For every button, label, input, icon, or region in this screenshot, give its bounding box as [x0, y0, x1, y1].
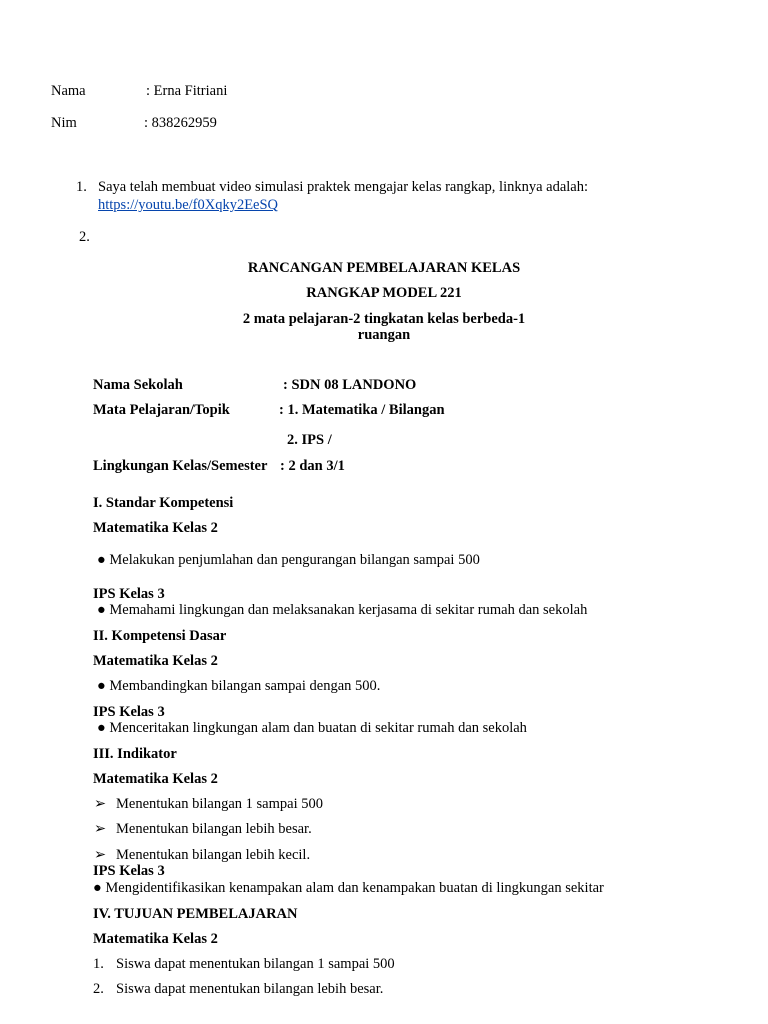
tujuan-math-heading: Matematika Kelas 2 — [93, 931, 218, 947]
title-line-3: 2 mata pelajaran-2 tingkatan kelas berbeda-1 — [242, 311, 526, 327]
indikator-math-item: Menentukan bilangan lebih kecil. — [116, 847, 311, 863]
class-value: : 2 dan 3/1 — [280, 458, 345, 474]
title-line-2: RANGKAP MODEL 221 — [306, 285, 462, 301]
arrow-bullet-icon: ➢ — [94, 796, 107, 812]
standar-math-heading: Matematika Kelas 2 — [93, 520, 218, 536]
subject-value-1: : 1. Matematika / Bilangan — [279, 402, 445, 418]
tujuan-item-number: 1. — [93, 956, 104, 972]
arrow-bullet-icon: ➢ — [94, 847, 107, 863]
tujuan-heading: IV. TUJUAN PEMBELAJARAN — [93, 906, 298, 922]
subject-value-2: 2. IPS / — [287, 432, 332, 448]
class-label: Lingkungan Kelas/Semester — [93, 458, 268, 474]
arrow-bullet-icon: ➢ — [94, 821, 107, 837]
standar-ips-heading: IPS Kelas 3 — [93, 586, 165, 602]
name-value: : Erna Fitriani — [146, 83, 228, 99]
nim-label: Nim — [51, 115, 77, 131]
indikator-heading: III. Indikator — [93, 746, 177, 762]
standar-ips-item: ● Memahami lingkungan dan melaksanakan kerjasama di sekitar rumah dan sekolah — [97, 602, 588, 618]
item-1-text: Saya telah membuat video simulasi praktek mengajar kelas rangkap, linknya adalah: — [98, 179, 589, 195]
indikator-ips-item: ● Mengidentifikasikan kenampakan alam dan kenampakan buatan di lingkungan sekitar — [93, 880, 604, 896]
subject-label: Mata Pelajaran/Topik — [93, 402, 230, 418]
tujuan-item-text: Siswa dapat menentukan bilangan 1 sampai 500 — [116, 956, 395, 972]
video-link[interactable]: https://youtu.be/f0Xqky2EeSQ — [98, 197, 279, 213]
standar-heading: I. Standar Kompetensi — [93, 495, 234, 511]
dasar-heading: II. Kompetensi Dasar — [93, 628, 227, 644]
title-line-1: RANCANGAN PEMBELAJARAN KELAS — [247, 260, 521, 276]
indikator-math-heading: Matematika Kelas 2 — [93, 771, 218, 787]
tujuan-item-text: Siswa dapat menentukan bilangan lebih besar. — [116, 981, 384, 997]
dasar-ips-item: ● Menceritakan lingkungan alam dan buatan di sekitar rumah dan sekolah — [97, 720, 527, 736]
indikator-math-item: Menentukan bilangan 1 sampai 500 — [116, 796, 323, 812]
school-label: Nama Sekolah — [93, 377, 183, 393]
indikator-math-item: Menentukan bilangan lebih besar. — [116, 821, 312, 837]
dasar-math-item: ● Membandingkan bilangan sampai dengan 500. — [97, 678, 381, 694]
tujuan-item-number: 2. — [93, 981, 104, 997]
indikator-ips-heading: IPS Kelas 3 — [93, 863, 165, 879]
dasar-math-heading: Matematika Kelas 2 — [93, 653, 218, 669]
item-2-number: 2. — [79, 229, 90, 245]
school-value: : SDN 08 LANDONO — [283, 377, 417, 393]
item-1-number: 1. — [76, 179, 87, 195]
standar-math-item: ● Melakukan penjumlahan dan pengurangan bilangan sampai 500 — [97, 552, 480, 568]
title-line-4: ruangan — [357, 327, 411, 343]
nim-value: : 838262959 — [144, 115, 217, 131]
name-label: Nama — [51, 83, 86, 99]
dasar-ips-heading: IPS Kelas 3 — [93, 704, 165, 720]
